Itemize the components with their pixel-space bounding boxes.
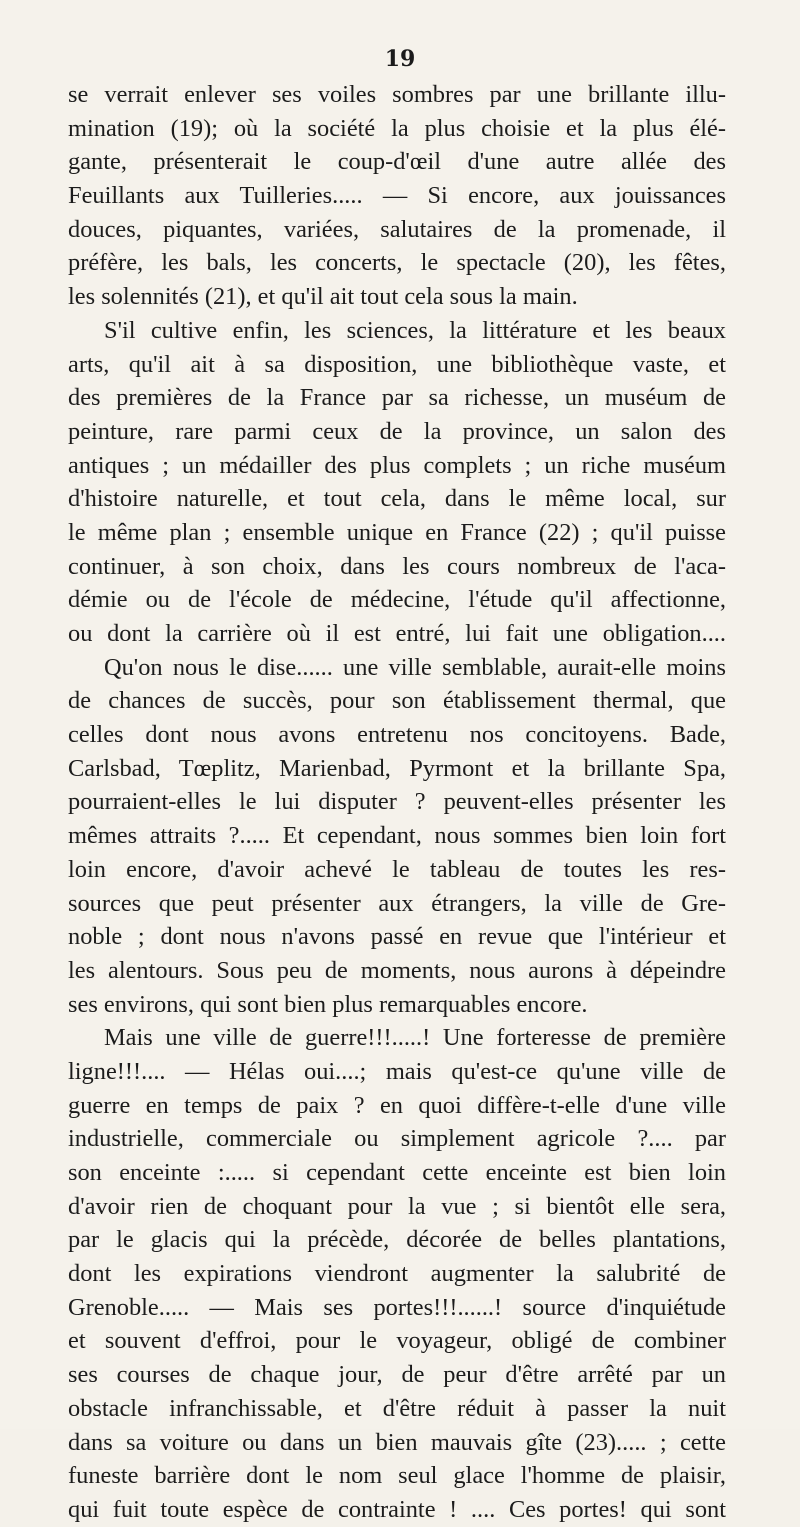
text-line: d'avoir rien de choquant pour la vue ; si bientôt elle sera, (68, 1192, 726, 1220)
text-line: peinture, rare parmi ceux de la province, un salon des (68, 417, 726, 445)
text-line: funeste barrière dont le nom seul glace l'homme de plaisir, (68, 1462, 726, 1490)
text-line: des premières de la France par sa richesse, un muséum de (68, 384, 726, 412)
text-line: arts, qu'il ait à sa disposition, une bibliothèque vaste, et (68, 350, 726, 378)
text-line: obstacle infranchissable, et d'être réduit à passer la nuit (68, 1394, 726, 1422)
text-line: Grenoble..... — Mais ses portes!!!......! source d'inquiétude (68, 1293, 726, 1321)
text-line: ses environs, qui sont bien plus remarquables encore. (68, 990, 588, 1018)
text-line: les solennités (21), et qu'il ait tout cela sous la main. (68, 283, 578, 311)
text-line: par le glacis qui la précède, décorée de belles plantations, (68, 1226, 726, 1254)
text-line: ou dont la carrière où il est entré, lui fait une obligation.... (68, 620, 726, 647)
body-text (68, 78, 726, 1527)
text-line: dans sa voiture ou dans un bien mauvais gîte (23)..... ; cette (68, 1428, 726, 1456)
text-line: douces, piquantes, variées, salutaires de la promenade, il (68, 215, 726, 243)
text-line: les alentours. Sous peu de moments, nous aurons à dépeindre (68, 956, 726, 984)
text-line: antiques ; un médailler des plus complets ; un riche muséum (68, 451, 726, 479)
page-number: 19 (384, 46, 416, 72)
text-line: pourraient-elles le lui disputer ? peuvent-elles présenter les (68, 788, 726, 816)
text-line: Qu'on nous le dise...... une ville semblable, aurait-elle moins (104, 653, 726, 681)
text-line: Carlsbad, Tœplitz, Marienbad, Pyrmont et la brillante Spa, (68, 754, 726, 782)
text-line: démie ou de l'école de médecine, l'étude qu'il affectionne, (68, 586, 726, 614)
text-line: Mais une ville de guerre!!!.....! Une forteresse de première (104, 1024, 726, 1052)
text-line: guerre en temps de paix ? en quoi diffère-t-elle d'une ville (68, 1091, 726, 1119)
text-line: Feuillants aux Tuilleries..... — Si encore, aux jouissances (68, 182, 726, 210)
text-line: d'histoire naturelle, et tout cela, dans le même local, sur (68, 485, 726, 513)
text-line: préfère, les bals, les concerts, le spectacle (20), les fêtes, (68, 249, 726, 277)
text-line: mêmes attraits ?..... Et cependant, nous sommes bien loin fort (68, 822, 726, 850)
text-line: qui fuit toute espèce de contrainte ! .... Ces portes! qui sont (68, 1495, 726, 1523)
text-line: loin encore, d'avoir achevé le tableau de toutes les res- (68, 855, 726, 883)
text-line: S'il cultive enfin, les sciences, la littérature et les beaux (104, 316, 726, 344)
text-line: industrielle, commerciale ou simplement agricole ?.... par (68, 1125, 726, 1153)
text-line: ses courses de chaque jour, de peur d'être arrêté par un (68, 1361, 726, 1389)
text-line: se verrait enlever ses voiles sombres par une brillante illu- (68, 81, 726, 108)
text-line: le même plan ; ensemble unique en France (22) ; qu'il puisse (68, 518, 726, 546)
text-line: celles dont nous avons entretenu nos concitoyens. Bade, (68, 721, 726, 749)
text-line: continuer, à son choix, dans les cours nombreux de l'aca- (68, 552, 726, 580)
text-line: dont les expirations viendront augmenter la salubrité de (68, 1260, 726, 1288)
text-line: son enceinte :..... si cependant cette enceinte est bien loin (68, 1159, 726, 1186)
text-line: de chances de succès, pour son établissement thermal, que (68, 687, 726, 715)
text-line: gante, présenterait le coup-d'œil d'une autre allée des (68, 148, 726, 176)
text-line: et souvent d'effroi, pour le voyageur, obligé de combiner (68, 1327, 726, 1355)
text-line: mination (19); où la société la plus choisie et la plus élé- (68, 114, 726, 142)
text-line: noble ; dont nous n'avons passé en revue que l'intérieur et (68, 923, 726, 951)
text-line: sources que peut présenter aux étrangers, la ville de Gre- (68, 889, 726, 917)
text-line: ligne!!!.... — Hélas oui....; mais qu'est-ce qu'une ville de (68, 1057, 726, 1085)
